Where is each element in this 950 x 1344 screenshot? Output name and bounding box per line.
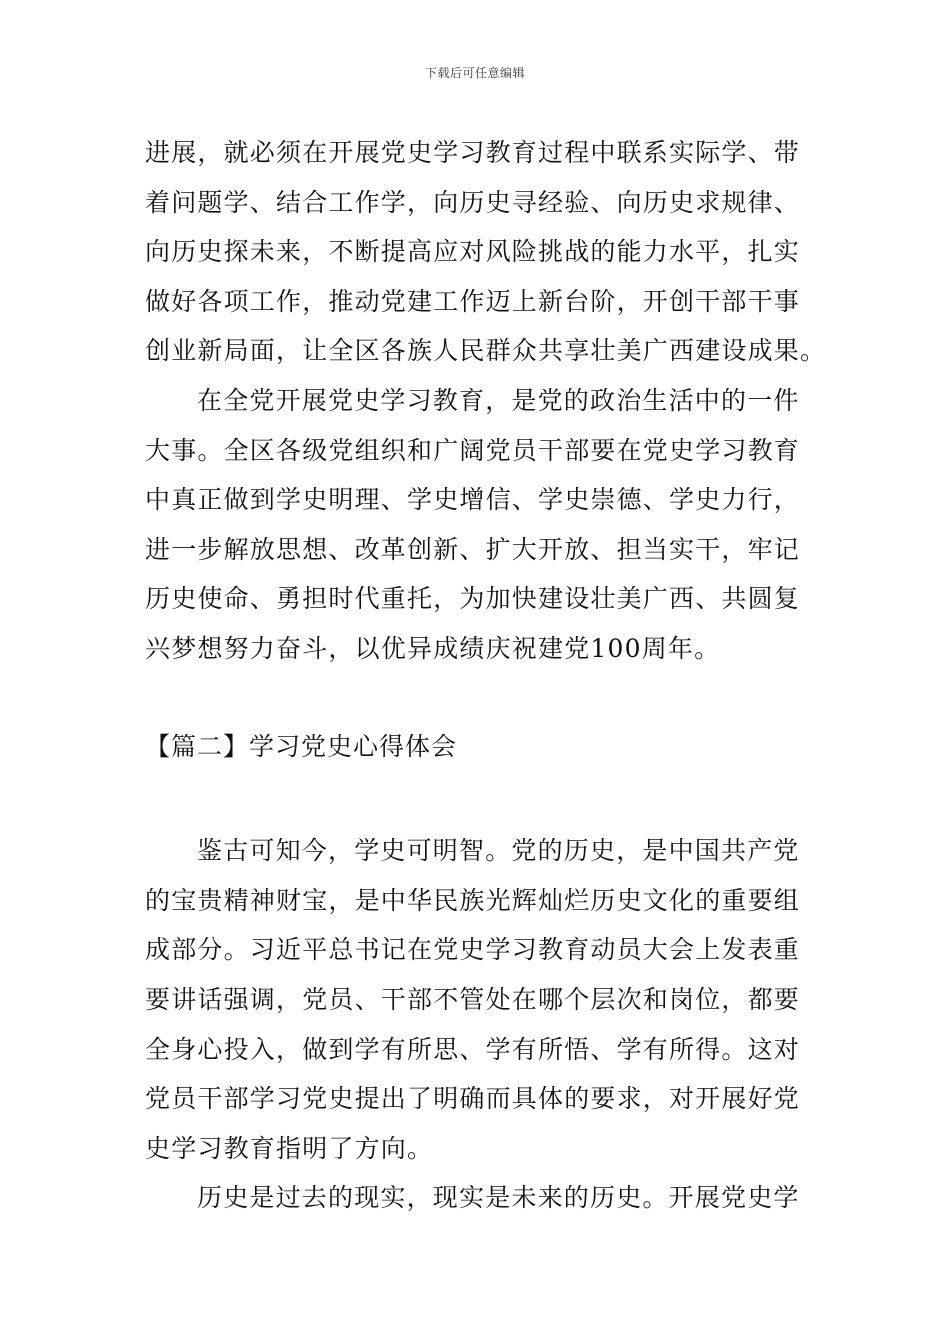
document-body xyxy=(145,128,827,1223)
text-line: 在全党开展党史学习教育，是党的政治生活中的一件 xyxy=(197,385,800,415)
text-line: 向历史探未来，不断提高应对风险挑战的能力水平，扎实 xyxy=(145,237,801,267)
paragraph xyxy=(145,376,810,674)
text-line: 做好各项工作，推动党建工作迈上新台阶，开创干部干事 xyxy=(145,286,801,316)
text-line: 创业新局面，让全区各族人民群众共享壮美广西建设成果。 xyxy=(145,336,827,366)
section-heading: 【篇二】学习党史心得体会 xyxy=(145,731,458,761)
paragraph xyxy=(145,1173,810,1223)
text-line: 史学习教育指明了方向。 xyxy=(145,1133,434,1163)
text-line: 历史是过去的现实，现实是未来的历史。开展党史学 xyxy=(197,1183,800,1213)
text-line: 进展，就必须在开展党史学习教育过程中联系实际学、带 xyxy=(145,138,801,167)
page-header: 下载后可任意编辑 xyxy=(424,66,525,80)
text-line: 成部分。习近平总书记在党史学习教育动员大会上发表重 xyxy=(145,935,801,965)
text-line: 兴梦想努力奋斗，以优异成绩庆祝建党100周年。 xyxy=(145,633,721,663)
text-line: 大事。全区各级党组织和广阔党员干部要在党史学习教育 xyxy=(145,435,801,465)
text-line: 进一步解放思想、改革创新、扩大开放、担当实干，牢记 xyxy=(145,534,801,564)
text-line: 全身心投入，做到学有所思、学有所悟、学有所得。这对 xyxy=(145,1034,801,1064)
text-line: 鉴古可知今，学史可明智。党的历史，是中国共产党 xyxy=(197,836,800,866)
text-line: 党员干部学习党史提出了明确而具体的要求，对开展好党 xyxy=(145,1084,801,1114)
text-line: 中真正做到学史明理、学史增信、学史崇德、学史力行， xyxy=(145,485,801,515)
paragraph xyxy=(145,826,810,1173)
paragraph-continued xyxy=(145,128,827,376)
text-line: 着问题学、结合工作学，向历史寻经验、向历史求规律、 xyxy=(145,187,801,217)
text-line: 要讲话强调，党员、干部不管处在哪个层次和岗位，都要 xyxy=(145,984,801,1014)
text-line: 的宝贵精神财宝，是中华民族光辉灿烂历史文化的重要组 xyxy=(145,885,801,915)
text-line: 历史使命、勇担时代重托，为加快建设壮美广西、共圆复 xyxy=(145,584,801,614)
